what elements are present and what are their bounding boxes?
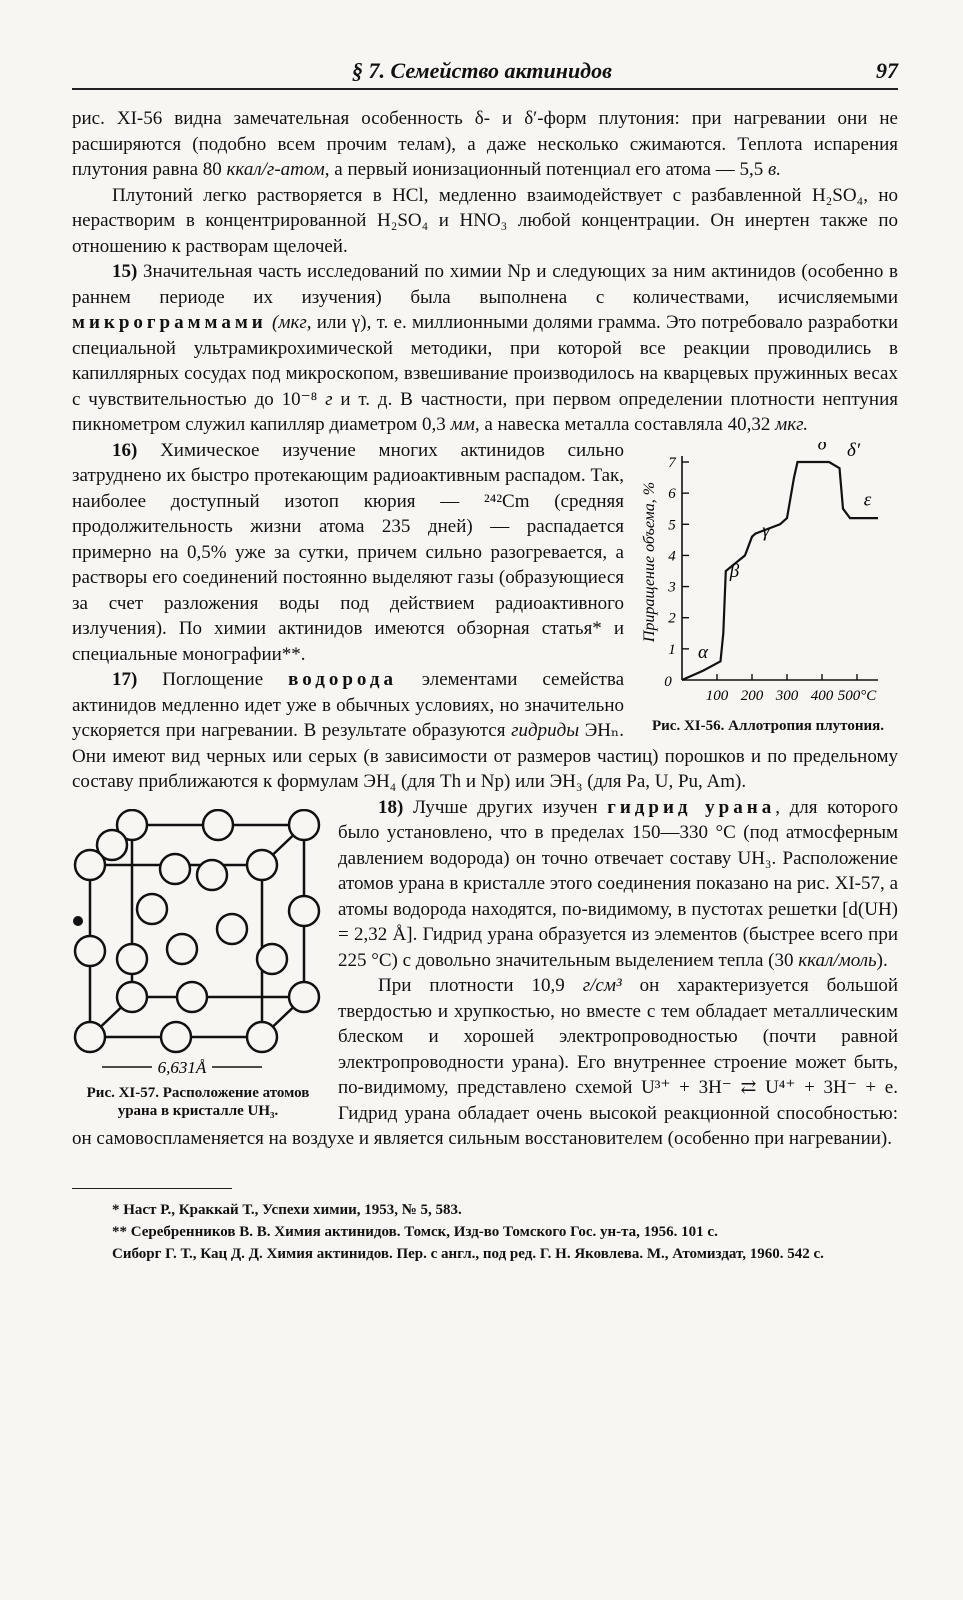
paragraph-15: 15) Значительная часть исследований по химии Np и следующих за ним актинидов (особенно в раннем периоде их изучения) была выполнена с количествами, исчисляемыми микрограммами (мкг, или γ), т. е. миллионными долями грамма. Это потребовало разработки специальной ультрамикрохимической методики, при которой все реакции проводились в капиллярных сосудах под микроскопом, взвешивание производилось на кварцевых пружинных весах с чувствительностью до 10⁻⁸ г и т. д. В частности, при первом определении плотности нептуния пикнометром служил капилляр диаметром 0,3 мм, а навеска металла составляла 40,32 мкг. (72, 261, 898, 435)
phase-label: α (698, 641, 708, 663)
phase-label: γ (762, 520, 770, 542)
x-tick-label: 0 (664, 673, 672, 690)
y-tick-label: 1 (668, 641, 676, 658)
paragraph-1: рис. XI-56 видна замечательная особенность δ- и δ′-форм плутония: при нагревании они не расширяются (подобно всем прочим телам), а даже несколько сжимаются. Теплота испарения плутония равна 80 ккал/г-атом, а первый ионизационный потенциал его атома — 5,5 в. (72, 108, 898, 180)
page (72, 58, 898, 1265)
chart-y-label: Приращение объема, % (641, 481, 658, 642)
phase-label: ε (863, 489, 872, 511)
allotropy-chart (638, 442, 898, 712)
x-tick-label: 300 (775, 687, 799, 704)
x-tick-label: 500°C (837, 687, 877, 704)
figure-allotropy (638, 442, 898, 735)
figure-uranium-lattice (72, 809, 324, 1120)
header-title: § 7. Семейство актинидов (352, 58, 612, 83)
paragraph-19: При плотности 10,9 г/см³ он характеризуется большой твердостью и хрупкостью, но вместе с тем обладает металлическим блеском и хорошей электропроводностью (почти равной электропроводности урана). Его внутреннее строение может быть, по-видимому, представлено схемой U³⁺ + 3H⁻ ⇄ U⁴⁺ + 3H⁻ + e. Гидрид урана обладает очень высокой реакционной способностью: он самовоспламеняется на воздухе и является сильным восстановителем (особенно при нагревании). (72, 975, 898, 1149)
paragraph-17: 17) Поглощение водорода элементами семейства актинидов медленно идет уже в обычных условиях, но значительно ускоряется при нагревании. В результате образуются гидриды ЭHₙ. Они имеют вид черных или серых (в зависимости от размеров частиц) порошков и по предельному составу приближаются к формулам ЭH₄ (для Th и Np) или ЭH₃ (для Pa, U, Pu, Am). (72, 669, 898, 792)
phase-label: δ′ (847, 441, 860, 461)
footnotes (72, 1199, 898, 1265)
paragraph-16: 16) Химическое изучение многих актинидов сильно затруднено их быстро протекающим радиоактивным распадом. Так, наиболее доступный изотоп кюрия — ²⁴²Cm (средняя продолжительность жизни атома 235 дней) — распадается примерно на 0,5% уже за сутки, причем сильно разогревается, а растворы его соединений постоянно выделяют газы (образующиеся за счет разложения воды под действием радиоактивного излучения). По химии актинидов имеются обзорная статья* и специальные монографии**. (72, 439, 624, 665)
lattice-diagram (72, 809, 324, 1079)
lattice-dimension: 6,631Å (157, 1057, 207, 1077)
phase-label: β (729, 560, 740, 582)
chart-line-series (682, 462, 878, 680)
running-header (72, 58, 898, 90)
y-tick-label: 6 (668, 485, 676, 502)
y-tick-label: 4 (668, 547, 676, 564)
footnote-1: * Наст Р., Краккай Т., Успехи химии, 1953, № 5, 583. (112, 1201, 462, 1218)
y-tick-label: 3 (668, 579, 676, 596)
footnote-rule (72, 1188, 232, 1189)
figure-2-caption: Рис. XI-57. Расположение атомов урана в кристалле UH₃. (86, 1084, 310, 1119)
figure-1-caption: Рис. XI-56. Аллотропия плутония. (651, 717, 885, 734)
phase-label: δ (817, 441, 827, 455)
marker-dot (73, 916, 83, 926)
footnote-3: Сиборг Г. Т., Кац Д. Д. Химия актинидов. Пер. с англ., под ред. Г. Н. Яковлева. М., Атомиздат, 1960. 542 с. (112, 1245, 824, 1262)
y-tick-label: 2 (668, 610, 676, 627)
y-tick-label: 7 (668, 454, 676, 471)
footnote-2: ** Серебренников В. В. Химия актинидов. Томск, Изд-во Томского Гос. ун-та, 1956. 101 с. (112, 1223, 718, 1240)
x-tick-label: 400 (810, 687, 834, 704)
x-tick-label: 100 (705, 687, 729, 704)
paragraph-18: 18) Лучше других изучен гидрид урана, для которого было установлено, что в пределах 150—330 °C (под атмосферным давлением водорода) он точно отвечает составу UH₃. Расположение атомов урана в кристалле этого соединения показано на рис. XI-57, а атомы водорода находятся, по-видимому, в пустотах решетки [d(UH) = 2,32 Å]. Гидрид урана образуется из элементов (быстрее всего при 225 °C) с довольно значительным выделением тепла (30 ккал/моль). (338, 796, 899, 971)
page-number: 97 (876, 58, 898, 83)
x-tick-label: 200 (740, 687, 764, 704)
y-tick-label: 5 (668, 516, 676, 533)
paragraph-2: Плутоний легко растворяется в HCl, медленно взаимодействует с разбавленной H₂SO₄, но нерастворим в концентрированной H₂SO₄ и HNO₃ любой концентрации. Он инертен также по отношению к растворам щелочей. (72, 184, 898, 257)
